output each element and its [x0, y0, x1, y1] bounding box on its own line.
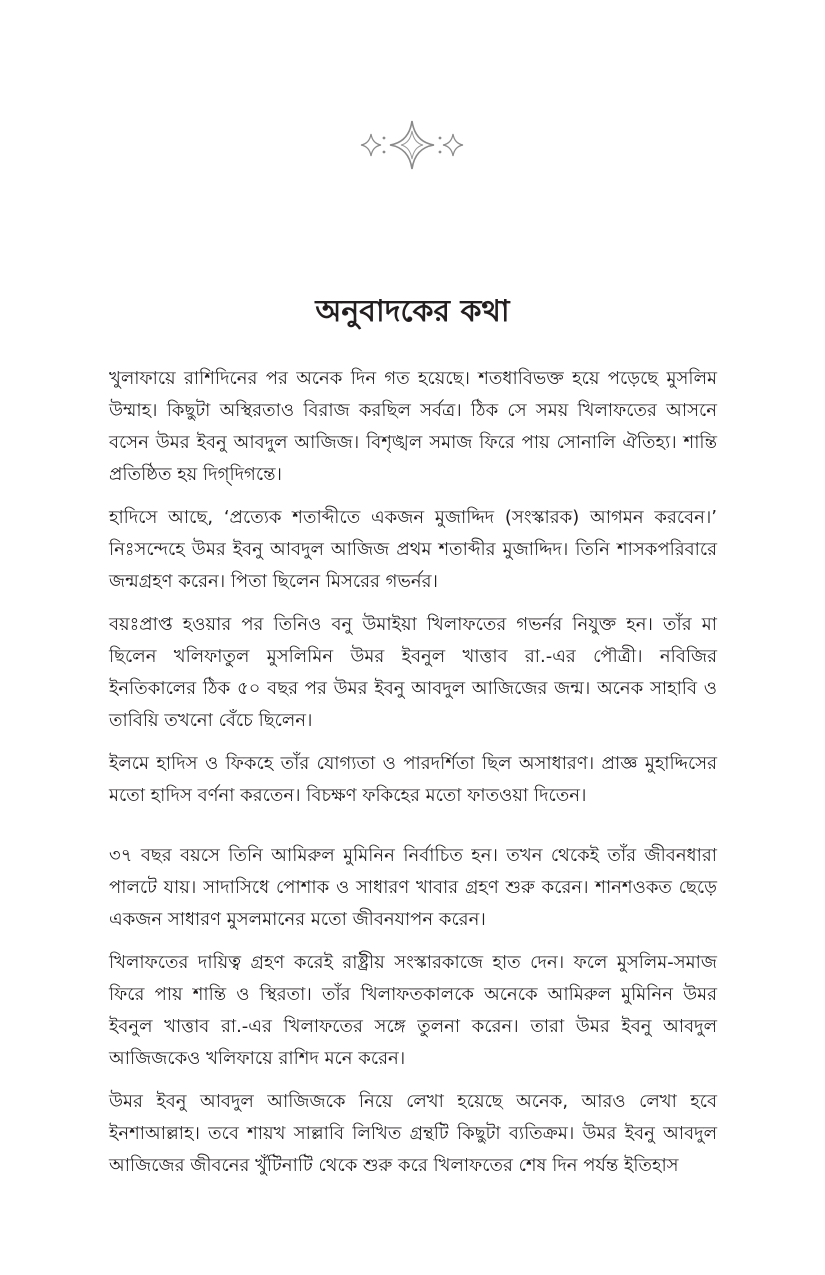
four-point-star-ornament-icon [357, 118, 467, 172]
page-title: অনুবাদকের কথা [315, 294, 510, 329]
paragraph: খুলাফায়ে রাশিদিনের পর অনেক দিন গত হয়েছে। শতধাবিভক্ত হয়ে পড়েছে মুসলিম উম্মাহ। কিছুটা অস্থিরতাও বিরাজ করছিল সর্বত্র। ঠিক সে সময় খিলাফতের আসনে বসেন উমর ইবনু আবদুল আজিজ। বিশৃঙ্খল সমাজ ফিরে পায় সোনালি ঐতিহ্য। শান্তি প্রতিষ্ঠিত হয় দিগ্‌দিগন্তে। [109, 368, 717, 485]
paragraph: বয়ঃপ্রাপ্ত হওয়ার পর তিনিও বনু উমাইয়া খিলাফতের গভর্নর নিযুক্ত হন। তাঁর মা ছিলেন খলিফাতুল মুসলিমিন উমর ইবনুল খাত্তাব রা.-এর পৌত্রী। নবিজির ইনতিকালের ঠিক ৫০ বছর পর উমর ইবনু আবদুল আজিজের জন্ম। অনেক সাহাবি ও তাবিয়ি তখনো বেঁচে ছিলেন। [109, 614, 717, 731]
paragraph: ৩৭ বছর বয়সে তিনি আমিরুল মুমিনিন নির্বাচিত হন। তখন থেকেই তাঁর জীবনধারা পালটে যায়। সাদাসিধে পোশাক ও সাধারণ খাবার গ্রহণ শুরু করেন। শানশওকত ছেড়ে একজন সাধারণ মুসলমানের মতো জীবনযাপন করেন। [109, 845, 717, 930]
paragraph: খিলাফতের দায়িত্ব গ্রহণ করেই রাষ্ট্রীয় সংস্কারকাজে হাত দেন। ফলে মুসলিম-সমাজ ফিরে পায় শান্তি ও স্থিরতা। তাঁর খিলাফতকালকে অনেকে আমিরুল মুমিনিন উমর ইবনুল খাত্তাব রা.-এর খিলাফতের সঙ্গে তুলনা করেন। তারা উমর ইবনু আবদুল আজিজকেও খলিফায়ে রাশিদ মনে করেন। [109, 952, 717, 1069]
body-text [109, 363, 717, 1193]
paragraph: ইলমে হাদিস ও ফিকহে তাঁর যোগ্যতা ও পারদর্শিতা ছিল অসাধারণ। প্রাজ্ঞ মুহাদ্দিসের মতো হাদিস বর্ণনা করতেন। বিচক্ষণ ফকিহের মতো ফাতওয়া দিতেন। [109, 753, 717, 806]
paragraph: হাদিসে আছে, ‘প্রত্যেক শতাব্দীতে একজন মুজাদ্দিদ (সংস্কারক) আগমন করবেন।’ নিঃসন্দেহে উমর ইবনু আবদুল আজিজ প্রথম শতাব্দীর মুজাদ্দিদ। তিনি শাসকপরিবারে জন্মগ্রহণ করেন। পিতা ছিলেন মিসরের গভর্নর। [109, 507, 717, 592]
paragraph: উমর ইবনু আবদুল আজিজকে নিয়ে লেখা হয়েছে অনেক, আরও লেখা হবে ইনশাআল্লাহ। তবে শায়খ সাল্লাবি লিখিত গ্রন্থটি কিছুটা ব্যতিক্রম। উমর ইবনু আবদুল আজিজের জীবনের খুঁটিনাটি থেকে শুরু করে খিলাফতের শেষ দিন পর্যন্ত ইতিহাস [109, 1091, 717, 1176]
